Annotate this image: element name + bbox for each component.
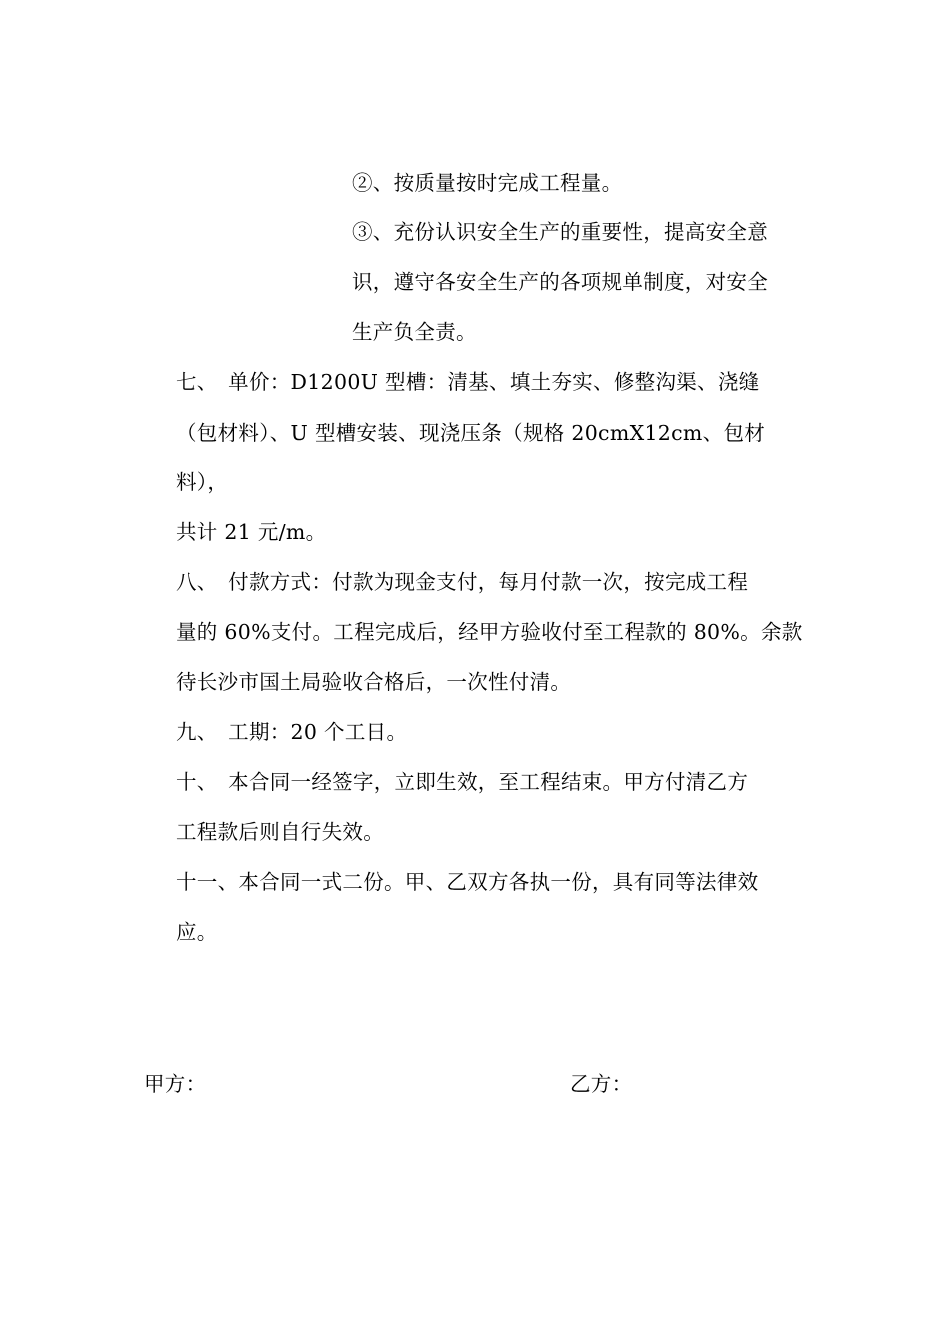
- clause-8-line-3: 待长沙市国土局验收合格后，一次性付清。: [176, 670, 572, 694]
- clause-6-item-3-line-3: 生产负全责。: [352, 320, 477, 344]
- clause-10-line-1: 十、 本合同一经签字，立即生效，至工程结束。甲方付清乙方: [176, 770, 749, 794]
- clause-6-item-2: ②、按质量按时完成工程量。: [352, 171, 623, 195]
- clause-11-line-2: 应。: [176, 920, 218, 944]
- clause-7-line-3: 料），: [176, 470, 229, 494]
- clause-11-line-1: 十一、本合同一式二份。甲、乙双方各执一份，具有同等法律效: [176, 870, 759, 894]
- clause-9-line: 九、 工期：20 个工日。: [176, 720, 408, 744]
- clause-7-line-2: （包材料）、U 型槽安装、现浇压条（规格 20cmX12cm、包材: [176, 421, 766, 445]
- party-b-label: 乙方：: [570, 1072, 633, 1096]
- clause-8-line-1: 八、 付款方式：付款为现金支付，每月付款一次，按完成工程: [176, 570, 749, 594]
- clause-7-line-1: 七、 单价：D1200U 型槽：清基、填土夯实、修整沟渠、浇缝: [176, 370, 760, 394]
- clause-7-line-4: 共计 21 元/m。: [176, 520, 327, 544]
- clause-6-item-3-line-2: 识，遵守各安全生产的各项规单制度，对安全: [352, 270, 768, 294]
- clause-8-line-2: 量的 60%支付。工程完成后，经甲方验收付至工程款的 80%。余款: [176, 620, 803, 644]
- clause-10-line-2: 工程款后则自行失效。: [176, 820, 384, 844]
- party-a-label: 甲方：: [144, 1072, 207, 1096]
- clause-6-item-3-line-1: ③、充份认识安全生产的重要性，提高安全意: [352, 220, 768, 244]
